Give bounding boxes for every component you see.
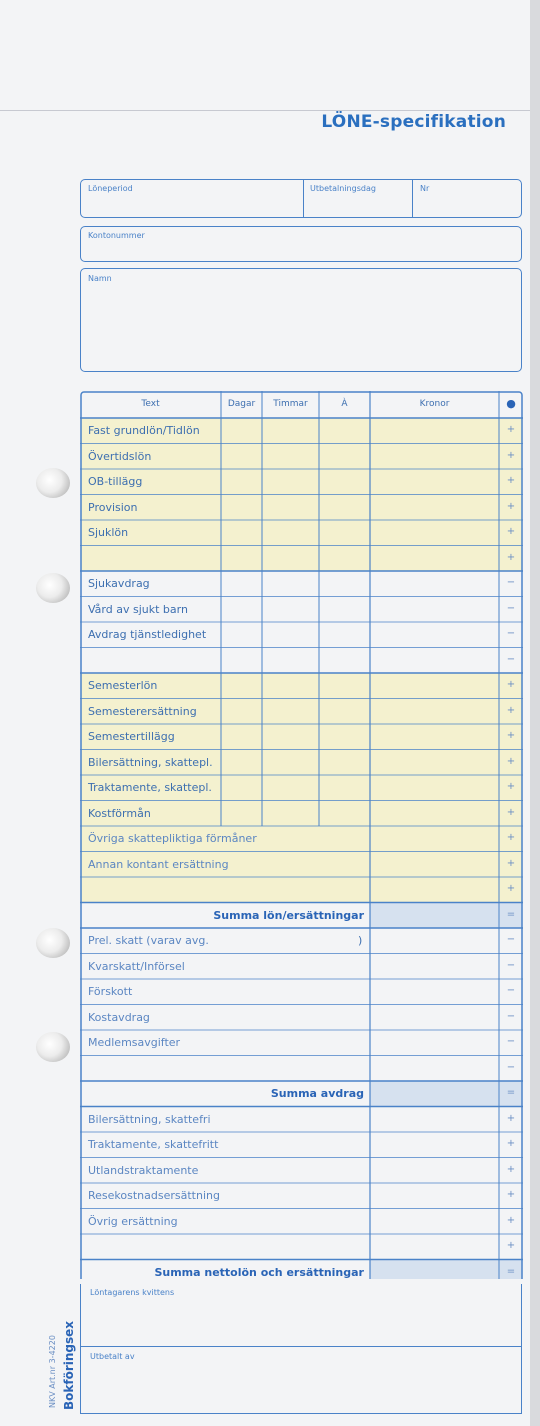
- row-label: Semestertillägg: [88, 730, 175, 743]
- plus-sign: +: [506, 679, 516, 690]
- plus-sign: +: [506, 781, 516, 792]
- row-label: Prel. skatt (varav avg.: [88, 934, 209, 947]
- paren-close: ): [358, 934, 363, 947]
- row-label: Avdrag tjänstledighet: [88, 628, 207, 641]
- paid-by-label: Utbetalt av: [90, 1352, 135, 1361]
- name-box: [80, 268, 522, 372]
- row-label: Annan kontant ersättning: [88, 857, 229, 871]
- sum-label: Summa avdrag: [270, 1087, 364, 1100]
- minus-sign: −: [506, 1010, 516, 1022]
- row-label: Medlemsavgifter: [88, 1036, 181, 1049]
- row-shade: [81, 520, 522, 546]
- plus-sign: +: [506, 1163, 516, 1175]
- nr-label: Nr: [420, 184, 430, 193]
- brand-text: Bokföringsex: [62, 1320, 76, 1410]
- minus-sign: −: [506, 628, 516, 639]
- account-box: [80, 226, 522, 262]
- salary-table: [80, 391, 523, 1279]
- plus-sign: +: [506, 730, 516, 741]
- plus-sign: +: [506, 526, 516, 537]
- header-text: Text: [141, 399, 160, 409]
- header-kronor: Kronor: [419, 399, 450, 409]
- plus-sign: +: [506, 857, 516, 869]
- account-label: Kontonummer: [88, 231, 145, 240]
- header-a: À: [341, 399, 348, 409]
- row-label: Traktamente, skattepl.: [88, 781, 212, 794]
- minus-sign: −: [506, 602, 516, 614]
- row-label: Provision: [88, 500, 138, 514]
- minus-sign: −: [506, 959, 516, 971]
- minus-sign: −: [506, 934, 516, 945]
- row-label: Övriga skattepliktiga förmåner: [88, 832, 257, 845]
- row-label: Övrig ersättning: [88, 1214, 178, 1228]
- art-number: NKV Art.nr 3-4220: [48, 1335, 57, 1408]
- row-label: Traktamente, skattefritt: [88, 1138, 219, 1151]
- receipt-label: Löntagarens kvittens: [90, 1288, 175, 1297]
- row-label: Kvarskatt/Införsel: [88, 959, 185, 973]
- plus-sign: +: [506, 1138, 516, 1149]
- punch-hole: [36, 573, 70, 603]
- row-label: Resekostnadsersättning: [88, 1189, 220, 1202]
- plus-sign: +: [506, 704, 516, 716]
- punch-hole: [36, 928, 70, 958]
- plus-sign: +: [506, 1214, 516, 1226]
- row-label: Semesterersättning: [88, 704, 197, 718]
- plus-sign: +: [506, 449, 516, 461]
- plus-sign: +: [506, 755, 516, 767]
- period-box: [80, 179, 522, 218]
- row-label: Sjuklön: [88, 526, 129, 539]
- plus-sign: +: [506, 1240, 516, 1251]
- minus-sign: −: [506, 653, 516, 665]
- name-label: Namn: [88, 274, 112, 283]
- plus-sign: +: [506, 1112, 516, 1124]
- row-label: Förskott: [88, 985, 133, 998]
- equals-sign: =: [506, 908, 516, 920]
- equals-sign: =: [506, 1265, 516, 1277]
- plus-sign: +: [506, 424, 516, 435]
- row-label: OB-tillägg: [88, 475, 143, 488]
- plus-sign: +: [506, 1189, 516, 1200]
- divider: [412, 180, 413, 217]
- row-shade: [81, 469, 522, 495]
- minus-sign: −: [506, 1061, 516, 1073]
- row-label: Fast grundlön/Tidlön: [88, 424, 200, 437]
- page-edge: [530, 0, 540, 1426]
- row-label: Sjukavdrag: [88, 577, 150, 590]
- sum-label: Summa nettolön och ersättningar: [154, 1265, 364, 1279]
- divider: [81, 1346, 521, 1347]
- header-dot: ●: [506, 397, 516, 410]
- header-timmar: Timmar: [273, 399, 308, 409]
- equals-sign: =: [506, 1087, 516, 1098]
- form-title: LÖNE-specifikation: [321, 112, 506, 132]
- side-imprint: [58, 1321, 77, 1410]
- minus-sign: −: [506, 1036, 516, 1047]
- plus-sign: +: [506, 832, 516, 843]
- plus-sign: +: [506, 883, 516, 894]
- row-label: Utlandstraktamente: [88, 1163, 199, 1177]
- row-label: Bilersättning, skattefri: [88, 1112, 211, 1126]
- row-shade: [81, 877, 522, 903]
- header-dagar: Dagar: [227, 399, 256, 409]
- minus-sign: −: [506, 577, 516, 588]
- sum-label: Summa lön/ersättningar: [213, 908, 364, 922]
- perforation-line: [0, 110, 530, 111]
- receipt-box: [80, 1284, 522, 1414]
- row-label: Övertidslön: [88, 449, 152, 463]
- plus-sign: +: [506, 806, 516, 818]
- period-label: Löneperiod: [88, 184, 133, 193]
- divider: [303, 180, 304, 217]
- row-shade: [81, 495, 522, 521]
- punch-hole: [36, 468, 70, 498]
- plus-sign: +: [506, 475, 516, 486]
- paydate-label: Utbetalningsdag: [310, 184, 376, 193]
- side-art: [40, 1335, 59, 1408]
- minus-sign: −: [506, 985, 516, 996]
- row-label: Kostförmån: [88, 806, 151, 820]
- plus-sign: +: [506, 551, 516, 563]
- row-label: Vård av sjukt barn: [88, 602, 188, 616]
- row-label: Kostavdrag: [88, 1010, 150, 1024]
- plus-sign: +: [506, 500, 516, 512]
- row-label: Semesterlön: [88, 679, 158, 692]
- row-label: Bilersättning, skattepl.: [88, 755, 213, 769]
- punch-hole: [36, 1032, 70, 1062]
- row-shade: [81, 546, 522, 572]
